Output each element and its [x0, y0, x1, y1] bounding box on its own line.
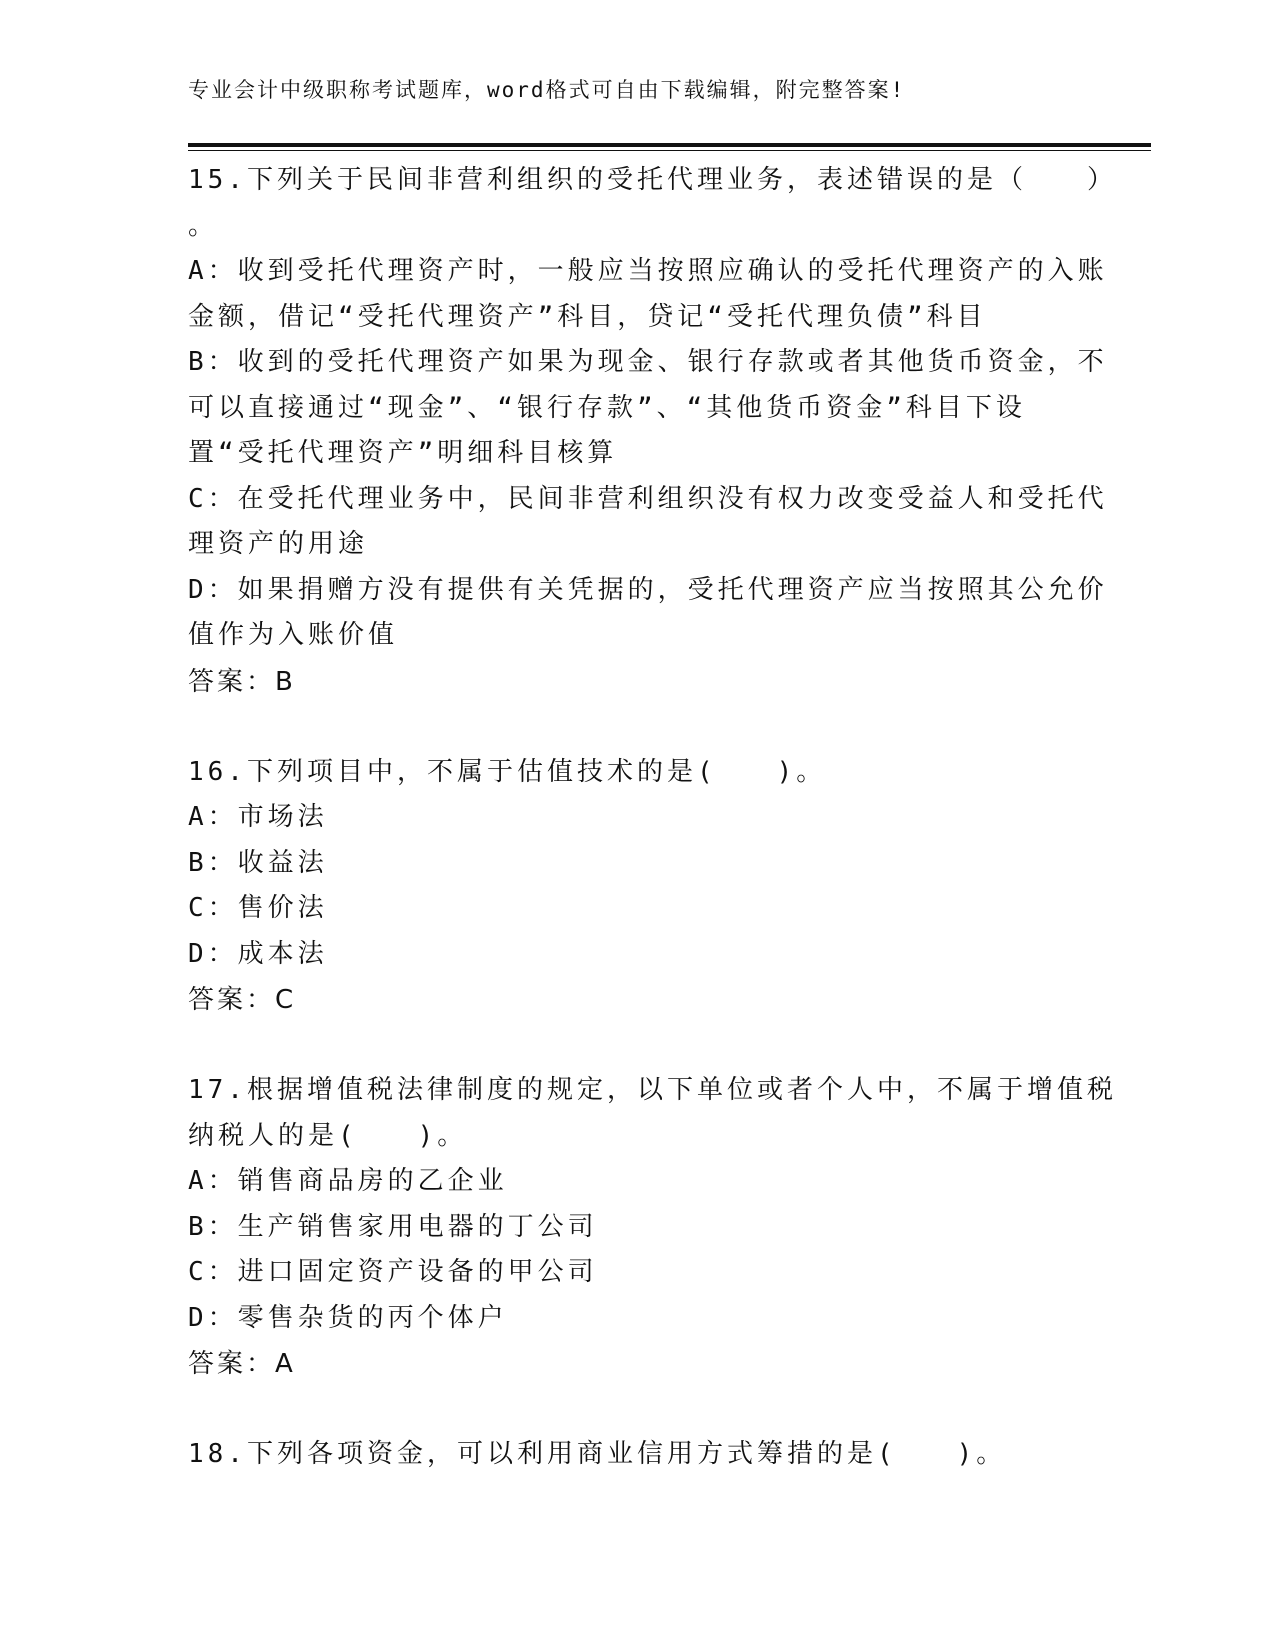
option-d: D：零售杂货的丙个体户	[188, 1302, 508, 1333]
option-c: C：售价法	[188, 893, 328, 923]
question-stem: 16.下列项目中，不属于估值技术的是( )。	[188, 756, 827, 787]
spacer	[188, 1023, 1088, 1068]
option-b: B：收益法	[188, 847, 328, 878]
option-b: B：生产销售家用电器的丁公司	[188, 1211, 598, 1242]
question-stem-cont: 。	[188, 210, 219, 241]
answer: 答案：A	[188, 1349, 296, 1379]
option-c-cont: 理资产的用途	[188, 529, 369, 559]
question-list	[188, 158, 1117, 1478]
spacer	[188, 1387, 1088, 1432]
option-b: B：收到的受托代理资产如果为现金、银行存款或者其他货币资金，不	[188, 347, 1108, 377]
page-header: 专业会计中级职称考试题库，word格式可自由下载编辑，附完整答案!	[188, 78, 906, 102]
answer: 答案：B	[188, 666, 296, 697]
header-rule-thick	[188, 143, 1151, 147]
answer: 答案：C	[188, 985, 297, 1015]
option-a: A：市场法	[188, 802, 328, 832]
question-18	[188, 1432, 1088, 1478]
option-c: C：在受托代理业务中，民间非营利组织没有权力改变受益人和受托代	[188, 483, 1108, 514]
question-15	[188, 158, 1117, 705]
option-b-cont: 置“受托代理资产”明细科目核算	[188, 438, 618, 468]
option-c: C：进口固定资产设备的甲公司	[188, 1257, 598, 1287]
header-rule-thin	[188, 150, 1151, 151]
option-a-cont: 金额，借记“受托代理资产”科目，贷记“受托代理负债”科目	[188, 301, 987, 332]
option-d-cont: 值作为入账价值	[188, 620, 399, 650]
question-17	[188, 1068, 1117, 1387]
option-a: A：销售商品房的乙企业	[188, 1166, 508, 1196]
question-stem: 15.下列关于民间非营利组织的受托代理业务，表述错误的是（ ）	[188, 165, 1117, 195]
option-d: D：成本法	[188, 938, 328, 969]
option-d: D：如果捐赠方没有提供有关凭据的，受托代理资产应当按照其公允价	[188, 574, 1108, 605]
option-a: A：收到受托代理资产时，一般应当按照应确认的受托代理资产的入账	[188, 256, 1108, 286]
question-stem: 17.根据增值税法律制度的规定，以下单位或者个人中，不属于增值税	[188, 1075, 1117, 1105]
question-16	[188, 750, 1088, 1024]
question-stem: 18.下列各项资金，可以利用商业信用方式筹措的是( )。	[188, 1439, 1007, 1469]
question-stem-cont: 纳税人的是( )。	[188, 1120, 468, 1151]
option-b-cont: 可以直接通过“现金”、“银行存款”、“其他货币资金”科目下设	[188, 392, 1026, 423]
spacer	[188, 705, 1088, 750]
